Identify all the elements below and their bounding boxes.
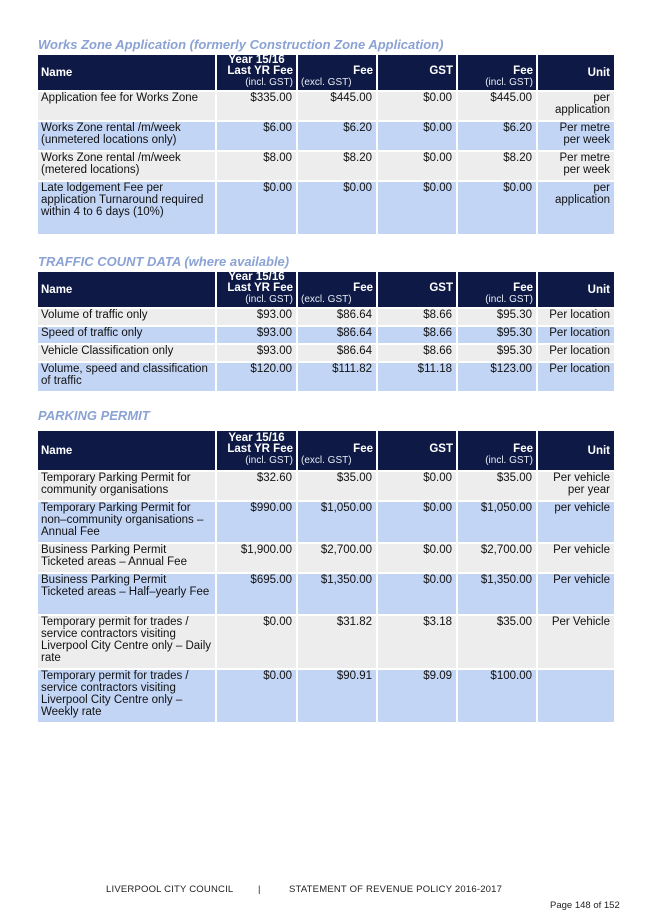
row-name: Works Zone rental /m/week (unmetered locations only) (38, 122, 215, 150)
row-unit: Per metre per week (538, 122, 614, 150)
header-last-year-fee (217, 55, 296, 90)
header-gst-label: GST (429, 443, 453, 455)
row-fee-incl: $6.20 (458, 122, 536, 150)
row-unit: Per vehicle per year (538, 472, 614, 500)
row-last-year-fee: $93.00 (217, 309, 296, 325)
footer-council-name: LIVERPOOL CITY COUNCIL (106, 884, 234, 895)
header-excl-gst: (excl. GST) (301, 294, 352, 305)
row-fee-excl: $6.20 (298, 122, 376, 150)
header-fee-incl (458, 55, 536, 90)
row-unit (538, 670, 614, 722)
row-fee-excl: $31.82 (298, 616, 376, 668)
table-row (38, 616, 614, 668)
row-unit: Per location (538, 309, 614, 325)
table-row (38, 472, 614, 500)
row-gst: $0.00 (378, 152, 456, 180)
row-last-year-fee: $1,900.00 (217, 544, 296, 572)
row-fee-incl: $35.00 (458, 472, 536, 500)
row-fee-incl: $445.00 (458, 92, 536, 120)
row-fee-excl: $90.91 (298, 670, 376, 722)
row-last-year-fee: $8.00 (217, 152, 296, 180)
header-incl-gst: (incl. GST) (245, 77, 293, 88)
table-header-row (38, 55, 614, 90)
parking-permit-fee-table (36, 429, 616, 724)
row-last-year-fee: $335.00 (217, 92, 296, 120)
header-last-yr-fee: Last YR Fee (227, 443, 293, 455)
row-last-year-fee: $6.00 (217, 122, 296, 150)
row-last-year-fee: $93.00 (217, 327, 296, 343)
row-fee-excl: $86.64 (298, 345, 376, 361)
section-title: PARKING PERMIT (38, 408, 150, 423)
row-last-year-fee: $120.00 (217, 363, 296, 391)
row-gst: $0.00 (378, 92, 456, 120)
header-incl-gst: (incl. GST) (245, 294, 293, 305)
row-fee-incl: $2,700.00 (458, 544, 536, 572)
header-excl-gst: (excl. GST) (301, 77, 352, 88)
row-fee-excl: $0.00 (298, 182, 376, 234)
row-fee-incl: $35.00 (458, 616, 536, 668)
header-name: Name (38, 431, 215, 470)
row-name: Application fee for Works Zone (38, 92, 215, 120)
row-name: Works Zone rental /m/week (metered locations) (38, 152, 215, 180)
header-year-15-16: Year 15/16 (228, 271, 285, 283)
header-fee-label: Fee (353, 65, 373, 77)
row-fee-excl: $1,050.00 (298, 502, 376, 542)
row-unit: Per location (538, 363, 614, 391)
row-gst: $8.66 (378, 309, 456, 325)
row-fee-excl: $1,350.00 (298, 574, 376, 614)
header-fee-incl (458, 431, 536, 470)
parking-permit-section (38, 407, 614, 724)
row-gst: $9.09 (378, 670, 456, 722)
row-name: Vehicle Classification only (38, 345, 215, 361)
table-row (38, 544, 614, 572)
row-gst: $0.00 (378, 544, 456, 572)
row-last-year-fee: $0.00 (217, 670, 296, 722)
row-unit: per application (538, 92, 614, 120)
header-gst-label: GST (429, 65, 453, 77)
header-gst (378, 431, 456, 470)
row-fee-excl: $8.20 (298, 152, 376, 180)
page-number: Page 148 of 152 (550, 900, 620, 911)
row-fee-excl: $86.64 (298, 327, 376, 343)
table-row (38, 502, 614, 542)
works-zone-section (38, 36, 614, 236)
row-fee-excl: $86.64 (298, 309, 376, 325)
row-gst: $0.00 (378, 472, 456, 500)
header-year-15-16: Year 15/16 (228, 54, 285, 66)
row-gst: $0.00 (378, 182, 456, 234)
row-unit: Per vehicle (538, 544, 614, 572)
header-gst (378, 272, 456, 307)
row-unit: Per vehicle (538, 574, 614, 614)
row-fee-excl: $445.00 (298, 92, 376, 120)
row-fee-excl: $35.00 (298, 472, 376, 500)
row-name: Volume, speed and classification of traffic (38, 363, 215, 391)
table-row (38, 345, 614, 361)
row-fee-excl: $111.82 (298, 363, 376, 391)
row-unit: Per location (538, 345, 614, 361)
header-fee-label: Fee (513, 282, 533, 294)
header-fee (298, 55, 376, 90)
table-row (38, 670, 614, 722)
row-gst: $8.66 (378, 327, 456, 343)
header-incl-gst: (incl. GST) (485, 455, 533, 466)
row-fee-incl: $95.30 (458, 345, 536, 361)
table-row (38, 152, 614, 180)
row-last-year-fee: $0.00 (217, 616, 296, 668)
row-name: Temporary Parking Permit for non–community organisations – Annual Fee (38, 502, 215, 542)
row-gst: $0.00 (378, 122, 456, 150)
row-fee-incl: $8.20 (458, 152, 536, 180)
header-excl-gst: (excl. GST) (301, 455, 352, 466)
row-unit: per vehicle (538, 502, 614, 542)
row-gst: $8.66 (378, 345, 456, 361)
row-fee-incl: $1,050.00 (458, 502, 536, 542)
row-gst: $3.18 (378, 616, 456, 668)
header-fee (298, 431, 376, 470)
row-gst: $0.00 (378, 502, 456, 542)
row-name: Temporary permit for trades / service contractors visiting Liverpool City Centre only – Daily rate (38, 616, 215, 668)
row-name: Speed of traffic only (38, 327, 215, 343)
row-fee-incl: $1,350.00 (458, 574, 536, 614)
section-title: TRAFFIC COUNT DATA (where available) (38, 254, 290, 269)
table-row (38, 122, 614, 150)
row-unit: Per location (538, 327, 614, 343)
table-row (38, 309, 614, 325)
table-row (38, 182, 614, 234)
table-row (38, 327, 614, 343)
footer-separator: | (258, 884, 261, 895)
section-title: Works Zone Application (formerly Construction Zone Application) (38, 37, 444, 52)
header-incl-gst: (incl. GST) (245, 455, 293, 466)
header-gst-label: GST (429, 282, 453, 294)
traffic-count-section (38, 253, 614, 393)
header-year-15-16: Year 15/16 (228, 432, 285, 444)
works-zone-fee-table (36, 53, 616, 236)
row-unit: Per metre per week (538, 152, 614, 180)
header-last-yr-fee: Last YR Fee (227, 282, 293, 294)
header-unit: Unit (538, 55, 614, 90)
row-gst: $0.00 (378, 574, 456, 614)
row-fee-incl: $95.30 (458, 327, 536, 343)
header-fee-label: Fee (513, 443, 533, 455)
row-fee-incl: $123.00 (458, 363, 536, 391)
row-last-year-fee: $990.00 (217, 502, 296, 542)
header-incl-gst: (incl. GST) (485, 294, 533, 305)
footer-document-title: STATEMENT OF REVENUE POLICY 2016-2017 (289, 884, 503, 895)
header-last-yr-fee: Last YR Fee (227, 65, 293, 77)
header-fee-label: Fee (353, 282, 373, 294)
row-name: Volume of traffic only (38, 309, 215, 325)
header-name: Name (38, 272, 215, 307)
row-last-year-fee: $695.00 (217, 574, 296, 614)
table-header-row (38, 431, 614, 470)
header-incl-gst: (incl. GST) (485, 77, 533, 88)
header-unit: Unit (538, 431, 614, 470)
header-last-year-fee (217, 431, 296, 470)
row-last-year-fee: $0.00 (217, 182, 296, 234)
row-last-year-fee: $32.60 (217, 472, 296, 500)
row-unit: per application (538, 182, 614, 234)
header-fee-label: Fee (513, 65, 533, 77)
row-name: Late lodgement Fee per application Turnaround required within 4 to 6 days (10%) (38, 182, 215, 234)
row-gst: $11.18 (378, 363, 456, 391)
row-name: Temporary Parking Permit for community organisations (38, 472, 215, 500)
header-unit: Unit (538, 272, 614, 307)
header-fee (298, 272, 376, 307)
row-last-year-fee: $93.00 (217, 345, 296, 361)
row-name: Business Parking Permit Ticketed areas – Annual Fee (38, 544, 215, 572)
row-fee-excl: $2,700.00 (298, 544, 376, 572)
row-name: Temporary permit for trades / service contractors visiting Liverpool City Centre only – Weekly rate (38, 670, 215, 722)
row-name: Business Parking Permit Ticketed areas – Half–yearly Fee (38, 574, 215, 614)
row-unit: Per Vehicle (538, 616, 614, 668)
table-row (38, 92, 614, 120)
header-fee-incl (458, 272, 536, 307)
header-fee-label: Fee (353, 443, 373, 455)
header-name: Name (38, 55, 215, 90)
traffic-count-fee-table (36, 270, 616, 393)
table-header-row (38, 272, 614, 307)
header-last-year-fee (217, 272, 296, 307)
table-row (38, 363, 614, 391)
row-fee-incl: $100.00 (458, 670, 536, 722)
row-fee-incl: $95.30 (458, 309, 536, 325)
table-row (38, 574, 614, 614)
row-fee-incl: $0.00 (458, 182, 536, 234)
header-gst (378, 55, 456, 90)
